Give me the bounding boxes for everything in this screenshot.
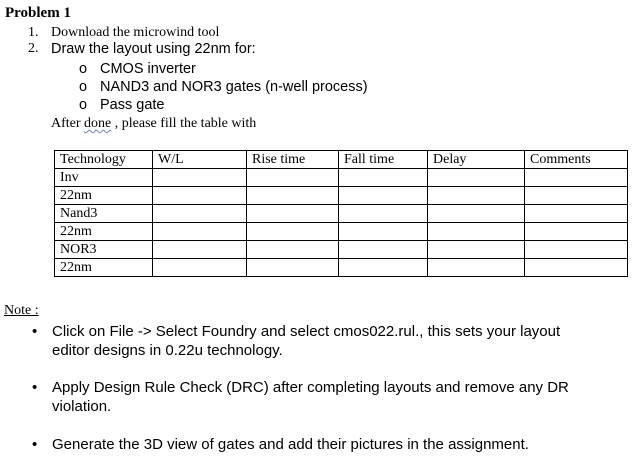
table-cell [428, 223, 525, 241]
column-header: Delay [428, 151, 525, 169]
step-text: Download the microwind tool [51, 25, 220, 40]
table-cell [428, 205, 525, 223]
table-row [55, 187, 628, 205]
step-number: 2. [28, 41, 39, 56]
table-cell [525, 187, 628, 205]
table-cell: Nand3 [55, 205, 153, 223]
spellcheck-word: done [84, 116, 112, 131]
table-row [55, 223, 628, 241]
note-text: Click on File -> Select Foundry and select cmos022.rul., this sets your layout [52, 323, 561, 340]
sub-item-text: NAND3 and NOR3 gates (n-well process) [100, 79, 368, 95]
step-number: 1. [28, 25, 39, 40]
table-cell: 22nm [55, 223, 153, 241]
table-cell [428, 169, 525, 187]
table-cell [525, 259, 628, 277]
table-cell [247, 205, 339, 223]
table-cell [247, 169, 339, 187]
table-cell [153, 259, 247, 277]
table-row [55, 169, 628, 187]
table-cell [153, 223, 247, 241]
table-instruction: After done , please fill the table with [51, 116, 257, 131]
table-cell: 22nm [55, 259, 153, 277]
table-cell [525, 241, 628, 259]
column-header: Rise time [247, 151, 339, 169]
table-cell [339, 187, 428, 205]
note-text: Generate the 3D view of gates and add their pictures in the assignment. [52, 436, 529, 453]
note-text: violation. [52, 398, 112, 415]
sub-item-nand3-nor3 [79, 79, 368, 95]
table-cell [153, 205, 247, 223]
table-cell [339, 259, 428, 277]
table-cell [339, 241, 428, 259]
column-header: W/L [153, 151, 247, 169]
table-row [55, 259, 628, 277]
circle-bullet-icon: o [79, 61, 88, 77]
table-cell [339, 223, 428, 241]
bullet-icon: • [32, 436, 38, 453]
table-cell [339, 205, 428, 223]
table-row [55, 205, 628, 223]
column-header: Technology [55, 151, 153, 169]
table-cell [428, 241, 525, 259]
table-cell: 22nm [55, 187, 153, 205]
results-table [54, 150, 628, 277]
table-cell [247, 187, 339, 205]
table-cell [247, 241, 339, 259]
table-cell [247, 259, 339, 277]
table-cell: NOR3 [55, 241, 153, 259]
table-cell [525, 169, 628, 187]
sub-item-cmos-inverter [79, 61, 196, 77]
table-cell: Inv [55, 169, 153, 187]
note-text: Apply Design Rule Check (DRC) after completing layouts and remove any DR [52, 379, 569, 396]
note-text: editor designs in 0.22u technology. [52, 342, 283, 359]
circle-bullet-icon: o [79, 79, 88, 95]
table-cell [428, 187, 525, 205]
sub-item-text: Pass gate [100, 97, 165, 113]
table-cell [525, 205, 628, 223]
table-cell [428, 259, 525, 277]
column-header: Fall time [339, 151, 428, 169]
table-cell [247, 223, 339, 241]
table-cell [153, 241, 247, 259]
table-cell [525, 223, 628, 241]
note-label: Note : [4, 303, 39, 318]
table-row [55, 241, 628, 259]
table-cell [153, 169, 247, 187]
bullet-icon: • [32, 323, 38, 340]
table-cell [339, 169, 428, 187]
sub-item-text: CMOS inverter [100, 61, 196, 77]
column-header: Comments [525, 151, 628, 169]
sub-item-pass-gate [79, 97, 165, 113]
problem-title: Problem 1 [5, 5, 71, 21]
bullet-icon: • [32, 379, 38, 396]
table-cell [153, 187, 247, 205]
circle-bullet-icon: o [79, 97, 88, 113]
step-text: Draw the layout using 22nm for: [51, 41, 256, 57]
table-header-row [55, 151, 628, 169]
